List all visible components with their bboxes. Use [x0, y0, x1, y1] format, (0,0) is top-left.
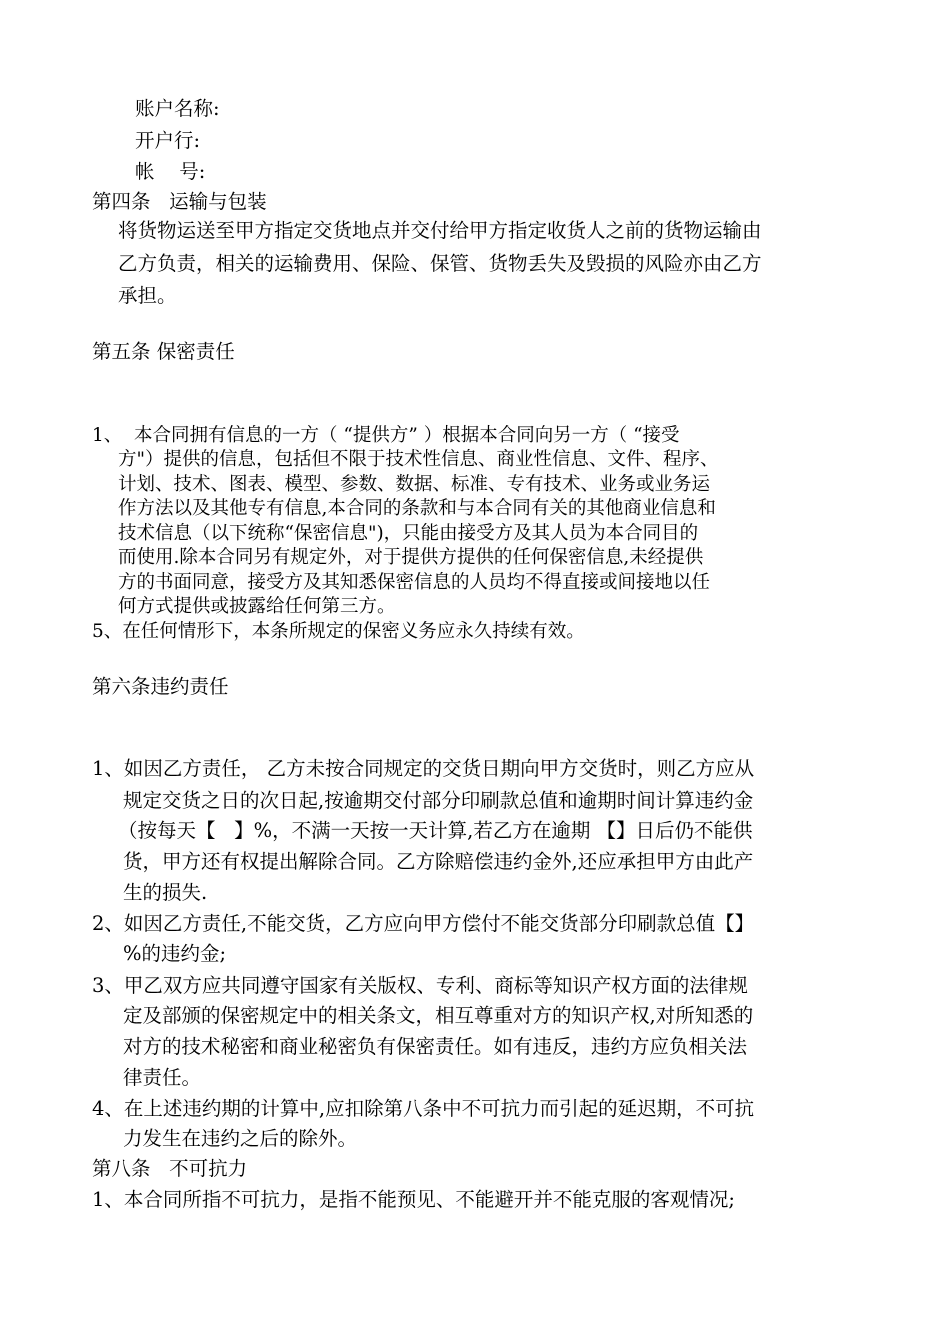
article-6-item-1-line-3: （按每天【 】%，不满一天按一天计算,若乙方在逾期 【】日后仍不能供 [118, 819, 753, 842]
article-5-item-1-line-2: 方"）提供的信息，包括但不限于技术性信息、商业性信息、文件、程序、 [118, 449, 719, 470]
account-bank-label: 开户行: [135, 129, 201, 152]
article-6-item-1-line-2: 规定交货之日的次日起,按逾期交付部分印刷款总值和逾期时间计算违约金 [123, 789, 754, 812]
article-6-item-2-line-2: %的违约金; [123, 942, 227, 965]
account-number-label: 帐 号: [135, 160, 206, 183]
article-5-item-1-line-4: 作方法以及其他专有信息,本合同的条款和与本合同有关的其他商业信息和 [118, 498, 716, 519]
article-5-item-1-line-6: 而使用.除本合同另有规定外，对于提供方提供的任何保密信息,未经提供 [118, 547, 704, 568]
article-4-line-3: 承担。 [118, 284, 177, 307]
article-6-heading: 第六条违约责任 [92, 675, 229, 698]
article-6-item-1-line-4: 货，甲方还有权提出解除合同。乙方除赔偿违约金外,还应承担甲方由此产 [123, 850, 754, 873]
article-5-item-1-line-1: 1、 本合同拥有信息的一方（ “提供方” ）根据本合同向另一方（ “接受 [92, 425, 680, 446]
article-6-item-4-line-2: 力发生在违约之后的除外。 [123, 1127, 358, 1150]
article-6-item-1-line-1: 1、如因乙方责任， 乙方未按合同规定的交货日期向甲方交货时，则乙方应从 [92, 757, 755, 780]
article-5-heading: 第五条 保密责任 [92, 340, 235, 363]
article-5-item-1-line-7: 方的书面同意，接受方及其知悉保密信息的人员均不得直接或间接地以任 [118, 572, 711, 593]
article-8-heading: 第八条 不可抗力 [92, 1157, 248, 1180]
article-5-item-5: 5、在任何情形下，本条所规定的保密义务应永久持续有效。 [92, 621, 585, 642]
article-6-item-3-line-4: 律责任。 [123, 1066, 202, 1089]
article-6-item-3-line-3: 对方的技术秘密和商业秘密负有保密责任。如有违反，违约方应负相关法 [123, 1035, 748, 1058]
article-5-item-1-line-5: 技术信息（以下统称“保密信息")，只能由接受方及其人员为本合同目的 [118, 523, 699, 544]
article-8-item-1: 1、本合同所指不可抗力，是指不能预见、不能避开并不能克服的客观情况; [92, 1188, 735, 1211]
article-6-item-1-line-5: 生的损失. [123, 881, 208, 904]
article-4-heading: 第四条 运输与包装 [92, 190, 267, 213]
article-5-item-1-line-8: 何方式提供或披露给任何第三方。 [118, 596, 396, 617]
article-6-item-3-line-1: 3、甲乙双方应共同遵守国家有关版权、专利、商标等知识产权方面的法律规 [92, 974, 748, 997]
article-6-item-2-line-1: 2、如因乙方责任,不能交货，乙方应向甲方偿付不能交货部分印刷款总值【】 [92, 912, 755, 935]
account-name-label: 账户名称: [135, 97, 220, 120]
article-6-item-3-line-2: 定及部颁的保密规定中的相关条文，相互尊重对方的知识产权,对所知悉的 [123, 1004, 754, 1027]
article-4-line-1: 将货物运送至甲方指定交货地点并交付给甲方指定收货人之前的货物运输由 [118, 219, 762, 242]
article-4-line-2: 乙方负责，相关的运输费用、保险、保管、货物丢失及毁损的风险亦由乙方 [118, 252, 762, 275]
article-5-item-1-line-3: 计划、技术、图表、模型、参数、数据、标准、专有技术、业务或业务运 [118, 474, 711, 495]
article-6-item-4-line-1: 4、在上述违约期的计算中,应扣除第八条中不可抗力而引起的延迟期，不可抗 [92, 1097, 755, 1120]
